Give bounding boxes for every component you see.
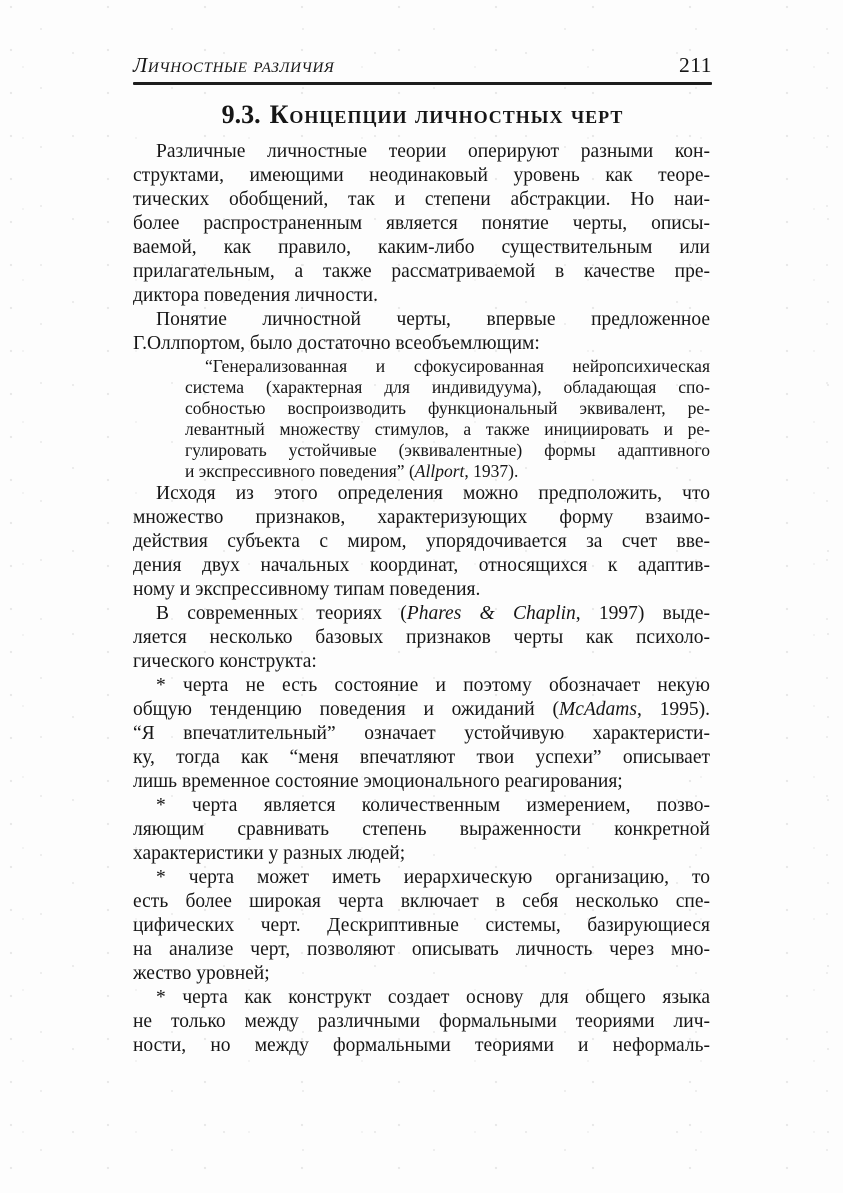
text-line: ку, тогда как “меня впечатляют твои успехи” описывает <box>133 747 710 768</box>
text-line: жество уровней; <box>133 963 270 984</box>
text-line: система (характерная для индивидуума), обладающая спо- <box>185 377 710 397</box>
text-line: и экспрессивного поведения” (Allport, 1937). <box>185 461 519 481</box>
section-heading: Концепции личностных черт <box>269 100 624 129</box>
page-number: 211 <box>679 53 712 77</box>
text-line: ляющим сравнивать степень выраженности конкретной <box>133 819 710 840</box>
paragraph <box>133 482 710 602</box>
section-title <box>133 100 712 130</box>
text-line: на анализе черт, позволяют описывать личность через мно- <box>133 939 710 960</box>
text-line: ляется несколько базовых признаков черты как психоло- <box>133 627 710 648</box>
text-line: гического конструкта: <box>133 651 317 672</box>
paragraph <box>133 986 710 1058</box>
paragraph <box>133 674 710 794</box>
text-line: * черта как конструкт создает основу для общего языка <box>156 987 710 1008</box>
text-line: В современных теориях (Phares & Chaplin, 1997) выде- <box>156 603 710 624</box>
text-line: цифических черт. Дескриптивные системы, базирующиеся <box>133 915 710 936</box>
text-line: Различные личностные теории оперируют разными кон- <box>156 141 710 162</box>
paragraph <box>133 794 710 866</box>
running-title: Личностные различия <box>133 53 335 77</box>
text-line: прилагательным, а также рассматриваемой в качестве пре- <box>133 261 710 282</box>
text-line: есть более широкая черта включает в себя несколько спе- <box>133 891 710 912</box>
text-line: Понятие личностной черты, впервые предложенное <box>156 309 710 330</box>
paragraph <box>133 140 710 308</box>
text-line: более распространенным является понятие черты, описы- <box>133 213 710 234</box>
text-line: не только между различными формальными теориями лич- <box>133 1011 710 1032</box>
page-body <box>133 140 710 1058</box>
section-number: 9.3. <box>221 100 261 129</box>
text-line: * черта является количественным измерением, позво- <box>156 795 710 816</box>
text-line: структами, имеющими неодинаковый уровень как теоре- <box>133 165 710 186</box>
text-line: тических обобщений, так и степени абстракции. Но наи- <box>133 189 710 210</box>
text-line: действия субъекта с миром, упорядочивается за счет вве- <box>133 531 710 552</box>
text-line: левантный множеству стимулов, а также инициировать и ре- <box>185 419 710 439</box>
text-line: собностью воспроизводить функциональный эквивалент, ре- <box>185 398 710 418</box>
text-line: ваемой, как правило, каким-либо существительным или <box>133 237 710 258</box>
text-line: диктора поведения личности. <box>133 285 378 306</box>
text-line: Г.Оллпортом, было достаточно всеобъемлющим: <box>133 333 540 354</box>
text-line: лишь временное состояние эмоционального реагирования; <box>133 771 623 792</box>
text-line: “Я впечатлительный” означает устойчивую характеристи- <box>133 723 710 744</box>
text-line: характеристики у разных людей; <box>133 843 406 864</box>
text-line: гулировать устойчивые (эквивалентные) формы адаптивного <box>185 440 710 460</box>
paragraph <box>133 866 710 986</box>
text-line: Исходя из этого определения можно предположить, что <box>156 483 710 504</box>
text-line: дения двух начальных координат, относящихся к адаптив- <box>133 555 710 576</box>
paragraph <box>133 602 710 674</box>
text-line: ности, но между формальными теориями и неформаль- <box>133 1035 710 1056</box>
text-line: * черта может иметь иерархическую организацию, то <box>156 867 710 888</box>
text-line: ному и экспрессивному типам поведения. <box>133 579 481 600</box>
text-line: “Генерализованная и сфокусированная нейропсихическая <box>205 356 710 376</box>
page-header <box>133 53 712 78</box>
paragraph <box>133 308 710 356</box>
block-quote <box>185 356 710 482</box>
text-line: множество признаков, характеризующих форму взаимо- <box>133 507 710 528</box>
text-line: общую тенденцию поведения и ожиданий (McAdams, 1995). <box>133 699 710 720</box>
text-line: * черта не есть состояние и поэтому обозначает некую <box>156 675 710 696</box>
header-rule <box>133 82 712 85</box>
